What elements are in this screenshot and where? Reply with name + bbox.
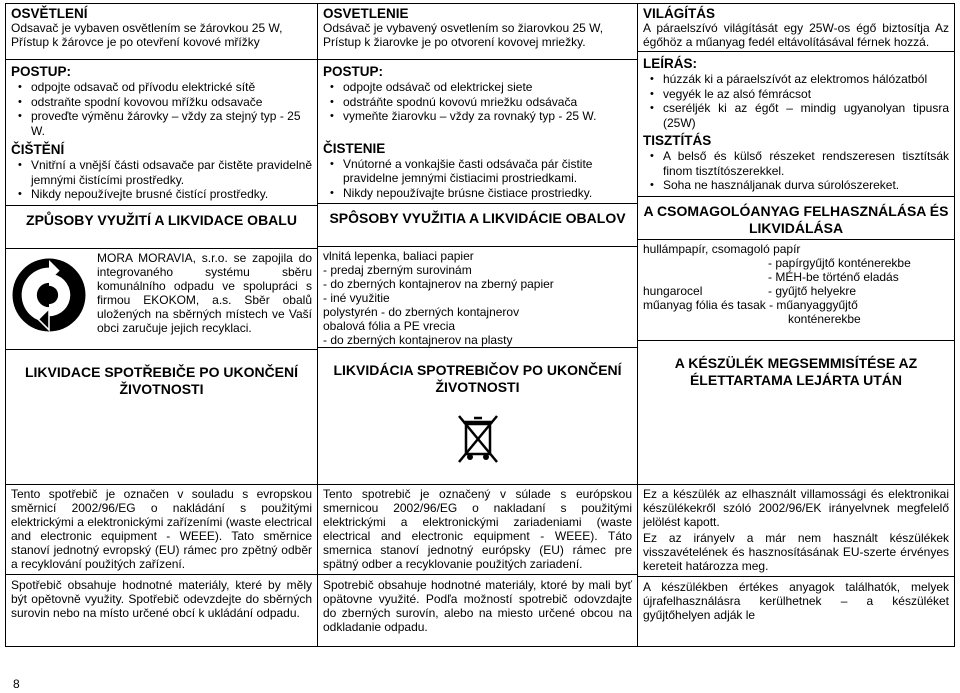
hu-procedure-title: LEÍRÁS: (643, 56, 697, 71)
list-item: • A belső és külső részeket rendszeresen tisztítsák finom tisztítószerekkel. (663, 149, 949, 178)
cz-light-text: Odsavač je vybaven osvětlením se žárovkou 25 W, Přístup k žárovce je po otevření kovové mřížky (11, 21, 283, 49)
hu-procedure-list (643, 72, 949, 130)
list-item: - do zberných kontajnerov na plasty (323, 333, 513, 347)
hu-end-of-life-title: A KÉSZÜLÉK MEGSEMMISÍTÉSE AZ ÉLETTARTAMA LEJÁRTA UTÁN (674, 354, 918, 388)
hu-cleaning-list (643, 149, 949, 193)
list-item: • Nikdy nepoužívajte brúsne čistiace prostriedky. (343, 186, 632, 201)
list-item: - predaj zberným surovinám (323, 263, 472, 277)
cz-end-of-life-title: LIKVIDACE SPOTŘEBIČE PO UKONČENÍ ŽIVOTNOSTI (24, 363, 299, 397)
hu-weee-paragraph-2: A készülékben értékes anyagok találhatók, melyek újrafelhasználásra kerülhetnek – a készüléket gyűjtőhelyen adják le (643, 580, 949, 622)
cz-procedure-title: POSTUP: (11, 64, 72, 79)
page-number: 8 (13, 677, 20, 691)
list-item: • húzzák ki a páraelszívót az elektromos hálózatból (663, 72, 949, 87)
list-item: konténerekbe (788, 311, 861, 326)
sk-light-title: OSVETLENIE (323, 6, 409, 21)
list-item: - papírgyűjtő konténerekbe (768, 255, 911, 270)
sk-cleaning-title: ČISTENIE (323, 140, 386, 156)
cz-packaging-title: ZPŮSOBY VYUŽITÍ A LIKVIDACE OBALU (26, 211, 297, 228)
hu-column (638, 4, 955, 485)
sk-end-of-life-title: LIKVIDÁCIA SPOTREBIČOV PO UKONČENÍ ŽIVOTNOSTI (333, 362, 622, 395)
cz-column (6, 4, 318, 485)
sk-weee-paragraph-2: Spotrebič obsahuje hodnotné materiály, ktoré by mali byť opätovne využité. Podľa možností spotrebič odovzdajte do zberných surovín, alebo na miesto určené obcou na odkladanie odpadu. (323, 578, 632, 634)
list-item: hullámpapír, csomagoló papír (643, 241, 801, 256)
list-item: • Soha ne használjanak durva súrolószereket. (663, 178, 949, 193)
cz-weee-paragraph-1: Tento spotřebič je označen v souladu s evropskou směrnicí 2002/96/EG o nakládání s použitými elektrickými a elektronickými zařízeními (waste electrical and electronic equipment - WEEE). Tato směrnice stanoví jednotný evropský (EU) rámec pro zpětný odběr a recyklování použitých zařízení. (11, 487, 312, 571)
list-item: műanyag fólia és tasak - műanyaggyűjtő (643, 297, 858, 312)
hu-weee-text (638, 485, 955, 647)
cz-cleaning-title: ČIŠTĚNÍ (11, 142, 65, 157)
list-item: hungarocel - gyűjtő helyekre (643, 283, 857, 298)
list-item: • vegyék le az alsó fémrácsot (663, 87, 949, 102)
list-item: polystyrén - do zberných kontajnerov (323, 305, 520, 319)
cz-procedure-list (11, 80, 312, 138)
sk-column (318, 4, 638, 485)
list-item: • vymeňte žiarovku – vždy za rovnaký typ - 25 W. (343, 109, 632, 124)
cz-weee-paragraph-2: Spotřebič obsahuje hodnotné materiály, které by měly být opětovně využity. Spotřebič odevzdejte do sběrných surovin nebo na místo určené obcí k ukládání odpadu. (11, 578, 312, 620)
instructions-table (5, 3, 955, 647)
list-item: • Nikdy nepoužívejte brusné čistící prostředky. (31, 187, 312, 202)
list-item: - MÉH-be történő eladás (768, 269, 899, 284)
cz-cleaning-list (11, 158, 312, 202)
cz-light-title: OSVĚTLENÍ (11, 6, 88, 21)
hu-weee-paragraph-1: Ez a készülék az elhasznált villamossági és elektronikai készülékekről szóló 2002/96/EK irányelvnek megfelelő jelölést kapott. (643, 487, 949, 529)
hu-weee-paragraph-1b: Ez az irányelv a már nem használt készülékek visszavételének és hasznosításának EU-szerte érvényes kereteit határozza meg. (643, 531, 949, 573)
weee-symbol (323, 412, 632, 473)
cz-packaging-text: MORA MORAVIA, s.r.o. se zapojila do integrovaného systému sběru komunálního odpadu ve spolupráci s firmou EKOKOM, a.s. Sběr obalů uložených na sběrných místech ve Vaší obci zaručuje jejich recyklaci. (11, 251, 312, 349)
hu-cleaning-title: TISZTÍTÁS (643, 133, 712, 148)
list-item: • Vnútorné a vonkajšie časti odsávača pár čistite pravidelne jemnými čistiacimi prostriedkami. (343, 157, 632, 186)
list-item: • cseréljék ki az égőt – mindig ugyanolyan tipusra (25W) (663, 101, 949, 130)
list-item: - do zberných kontajnerov na zberný papier (323, 277, 554, 291)
manual-page (5, 3, 954, 647)
hu-packaging-list (643, 242, 949, 340)
cz-weee-text (6, 485, 318, 647)
sk-packaging-title: SPÔSOBY VYUŽITIA A LIKVIDÁCIE OBALOV (329, 210, 626, 226)
hu-packaging-title: A CSOMAGOLÓANYAG FELHASZNÁLÁSA ÉS LIKVIDÁLÁSA (643, 202, 949, 236)
list-item: vlnitá lepenka, baliaci papier (323, 249, 474, 263)
list-item: • odstraňte spodní kovovou mřížku odsavače (31, 95, 312, 110)
sk-procedure-list (323, 80, 632, 124)
list-item: obalová fólia a PE vrecia (323, 319, 456, 333)
green-dot-recycling-icon (11, 257, 87, 333)
sk-weee-paragraph-1: Tento spotrebič je označený v súlade s európskou smernicou 2002/96/EG o nakladaní s použitými elektrickými a elektronickými zariadeniami (waste electrical and electronic equipment - WEEE). Táto smernica stanoví jednotný európsky (EU) rámec pre spätný odber a recyklovanie použitých zariadení. (323, 487, 632, 571)
sk-procedure-title: POSTUP: (323, 64, 384, 79)
list-item: • odpojte odsavač od přívodu elektrické sítě (31, 80, 312, 95)
list-item: • Vnitřní a vnější části odsavače par čistěte pravidelně jemnými čistícími prostředky. (31, 158, 312, 187)
list-item: • odstráňte spodnú kovovú mriežku odsávača (343, 95, 632, 110)
sk-light-text: Odsávač je vybavený osvetlením so žiarovkou 25 W, Prístup k žiarovke je po otvorení kovovej mriežky. (323, 21, 604, 49)
list-item: • proveďte výměnu žárovky – vždy za stejný typ - 25 W. (31, 109, 312, 138)
hu-light-text: A páraelszívó világítását egy 25W-os égő biztosítja Az égőhöz a műanyag fedél eltávolításával férnek hozzá. (643, 21, 949, 49)
sk-weee-text (318, 485, 638, 647)
list-item: • odpojte odsávač od elektrickej siete (343, 80, 632, 95)
list-item: - iné využitie (323, 291, 390, 305)
crossed-out-bin-icon (455, 412, 501, 468)
hu-light-title: VILÁGÍTÁS (643, 6, 716, 21)
sk-cleaning-list (323, 157, 632, 201)
sk-packaging-list (323, 249, 632, 347)
